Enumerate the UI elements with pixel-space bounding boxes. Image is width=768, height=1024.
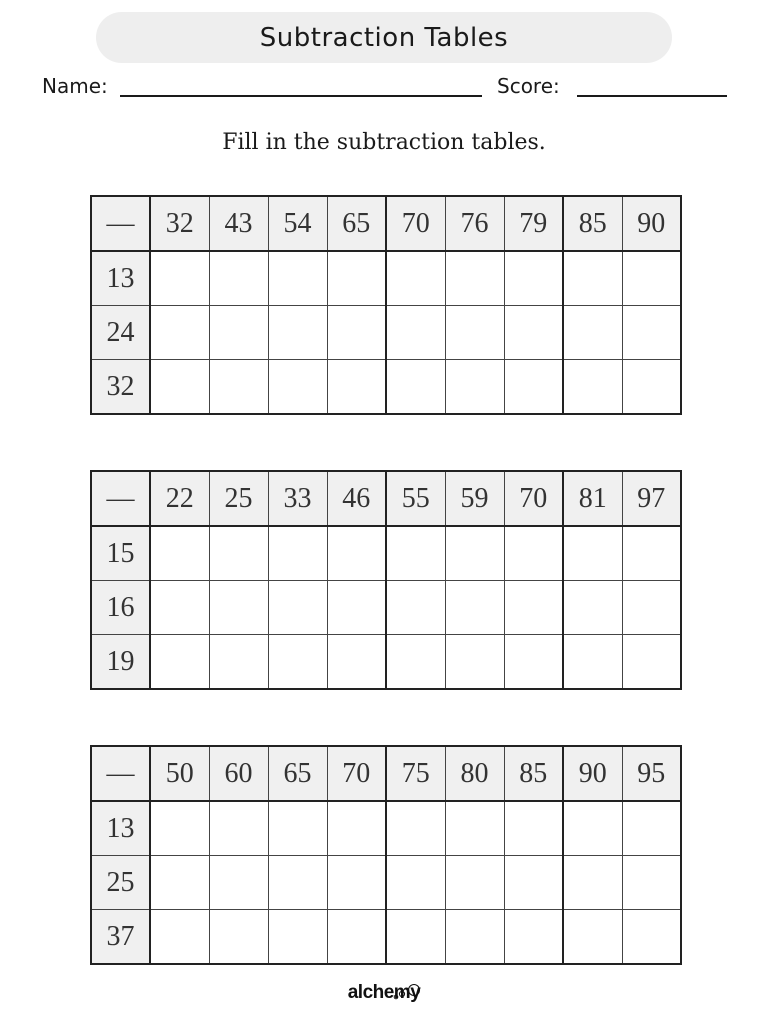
answer-cell[interactable] xyxy=(563,251,622,306)
answer-cell[interactable] xyxy=(209,360,268,415)
logo-text: alchemy xyxy=(347,982,421,1003)
answer-cell[interactable] xyxy=(504,360,563,415)
answer-cell[interactable] xyxy=(386,581,445,635)
answer-cell[interactable] xyxy=(622,360,681,415)
operator-cell: — xyxy=(91,196,150,251)
row-header: 25 xyxy=(91,856,150,910)
column-header: 22 xyxy=(150,471,209,526)
answer-cell[interactable] xyxy=(622,306,681,360)
answer-cell[interactable] xyxy=(622,251,681,306)
answer-cell[interactable] xyxy=(622,581,681,635)
answer-cell[interactable] xyxy=(150,251,209,306)
column-header: 80 xyxy=(445,746,504,801)
row-header: 24 xyxy=(91,306,150,360)
column-header: 79 xyxy=(504,196,563,251)
answer-cell[interactable] xyxy=(327,526,386,581)
column-header: 90 xyxy=(622,196,681,251)
answer-cell[interactable] xyxy=(386,251,445,306)
answer-cell[interactable] xyxy=(327,856,386,910)
table-row xyxy=(91,910,681,965)
table-header-row xyxy=(91,746,681,801)
answer-cell[interactable] xyxy=(563,635,622,690)
column-header: 50 xyxy=(150,746,209,801)
answer-cell[interactable] xyxy=(268,910,327,965)
answer-cell[interactable] xyxy=(327,306,386,360)
column-header: 95 xyxy=(622,746,681,801)
answer-cell[interactable] xyxy=(386,635,445,690)
name-label: Name: xyxy=(42,74,108,98)
table-row xyxy=(91,801,681,856)
answer-cell[interactable] xyxy=(150,856,209,910)
bubbles-icon xyxy=(393,983,423,1003)
operator-cell: — xyxy=(91,471,150,526)
answer-cell[interactable] xyxy=(504,581,563,635)
row-header: 37 xyxy=(91,910,150,965)
answer-cell[interactable] xyxy=(209,251,268,306)
row-header: 16 xyxy=(91,581,150,635)
table-header-row xyxy=(91,196,681,251)
answer-cell[interactable] xyxy=(622,910,681,965)
table-row xyxy=(91,856,681,910)
column-header: 85 xyxy=(504,746,563,801)
row-header: 13 xyxy=(91,251,150,306)
answer-cell[interactable] xyxy=(563,910,622,965)
column-header: 90 xyxy=(563,746,622,801)
alchemy-logo xyxy=(0,982,768,1004)
answer-cell[interactable] xyxy=(445,635,504,690)
column-header: 33 xyxy=(268,471,327,526)
table-row xyxy=(91,360,681,415)
answer-cell[interactable] xyxy=(386,306,445,360)
page-title: Subtraction Tables xyxy=(96,12,672,63)
answer-cell[interactable] xyxy=(563,856,622,910)
table-row xyxy=(91,251,681,306)
answer-cell[interactable] xyxy=(150,635,209,690)
column-header: 65 xyxy=(327,196,386,251)
answer-cell[interactable] xyxy=(386,856,445,910)
answer-cell[interactable] xyxy=(150,360,209,415)
answer-cell[interactable] xyxy=(209,581,268,635)
answer-cell[interactable] xyxy=(622,526,681,581)
answer-cell[interactable] xyxy=(327,635,386,690)
answer-cell[interactable] xyxy=(268,581,327,635)
answer-cell[interactable] xyxy=(445,581,504,635)
instructions: Fill in the subtraction tables. xyxy=(222,130,546,155)
column-header: 60 xyxy=(209,746,268,801)
answer-cell[interactable] xyxy=(563,526,622,581)
subtraction-table-3 xyxy=(90,745,682,965)
column-header: 65 xyxy=(268,746,327,801)
answer-cell[interactable] xyxy=(445,910,504,965)
column-header: 32 xyxy=(150,196,209,251)
answer-cell[interactable] xyxy=(150,910,209,965)
answer-cell[interactable] xyxy=(386,526,445,581)
column-header: 54 xyxy=(268,196,327,251)
answer-cell[interactable] xyxy=(504,910,563,965)
answer-cell[interactable] xyxy=(445,526,504,581)
answer-cell[interactable] xyxy=(327,360,386,415)
table-row xyxy=(91,581,681,635)
column-header: 70 xyxy=(327,746,386,801)
answer-cell[interactable] xyxy=(504,801,563,856)
answer-cell[interactable] xyxy=(150,306,209,360)
answer-cell[interactable] xyxy=(504,306,563,360)
column-header: 85 xyxy=(563,196,622,251)
answer-cell[interactable] xyxy=(386,801,445,856)
column-header: 25 xyxy=(209,471,268,526)
column-header: 43 xyxy=(209,196,268,251)
answer-cell[interactable] xyxy=(563,581,622,635)
answer-cell[interactable] xyxy=(386,360,445,415)
answer-cell[interactable] xyxy=(563,801,622,856)
column-header: 75 xyxy=(386,746,445,801)
table-row xyxy=(91,526,681,581)
answer-cell[interactable] xyxy=(504,526,563,581)
answer-cell[interactable] xyxy=(209,635,268,690)
answer-cell[interactable] xyxy=(268,360,327,415)
answer-cell[interactable] xyxy=(504,635,563,690)
answer-cell[interactable] xyxy=(209,801,268,856)
score-label: Score: xyxy=(497,74,560,98)
column-header: 97 xyxy=(622,471,681,526)
answer-cell[interactable] xyxy=(327,910,386,965)
answer-cell[interactable] xyxy=(445,251,504,306)
name-field[interactable] xyxy=(120,95,482,97)
answer-cell[interactable] xyxy=(150,581,209,635)
answer-cell[interactable] xyxy=(563,306,622,360)
answer-cell[interactable] xyxy=(150,801,209,856)
answer-cell[interactable] xyxy=(504,251,563,306)
answer-cell[interactable] xyxy=(150,526,209,581)
row-header: 19 xyxy=(91,635,150,690)
table-row xyxy=(91,306,681,360)
answer-cell[interactable] xyxy=(563,360,622,415)
score-field[interactable] xyxy=(577,95,727,97)
answer-cell[interactable] xyxy=(386,910,445,965)
column-header: 70 xyxy=(504,471,563,526)
answer-cell[interactable] xyxy=(327,251,386,306)
answer-cell[interactable] xyxy=(445,801,504,856)
column-header: 46 xyxy=(327,471,386,526)
subtraction-table-1 xyxy=(90,195,682,415)
answer-cell[interactable] xyxy=(504,856,563,910)
column-header: 59 xyxy=(445,471,504,526)
answer-cell[interactable] xyxy=(209,856,268,910)
answer-cell[interactable] xyxy=(327,801,386,856)
row-header: 13 xyxy=(91,801,150,856)
answer-cell[interactable] xyxy=(268,251,327,306)
column-header: 70 xyxy=(386,196,445,251)
table-header-row xyxy=(91,471,681,526)
answer-cell[interactable] xyxy=(445,856,504,910)
row-header: 15 xyxy=(91,526,150,581)
subtraction-table-2 xyxy=(90,470,682,690)
column-header: 76 xyxy=(445,196,504,251)
answer-cell[interactable] xyxy=(268,801,327,856)
answer-cell[interactable] xyxy=(268,635,327,690)
operator-cell: — xyxy=(91,746,150,801)
column-header: 55 xyxy=(386,471,445,526)
column-header: 81 xyxy=(563,471,622,526)
name-score-row xyxy=(42,72,732,102)
answer-cell[interactable] xyxy=(445,360,504,415)
answer-cell[interactable] xyxy=(445,306,504,360)
answer-cell[interactable] xyxy=(209,910,268,965)
row-header: 32 xyxy=(91,360,150,415)
answer-cell[interactable] xyxy=(209,526,268,581)
answer-cell[interactable] xyxy=(622,635,681,690)
answer-cell[interactable] xyxy=(327,581,386,635)
table-row xyxy=(91,635,681,690)
answer-cell[interactable] xyxy=(268,856,327,910)
answer-cell[interactable] xyxy=(622,856,681,910)
answer-cell[interactable] xyxy=(268,526,327,581)
answer-cell[interactable] xyxy=(622,801,681,856)
answer-cell[interactable] xyxy=(268,306,327,360)
answer-cell[interactable] xyxy=(209,306,268,360)
